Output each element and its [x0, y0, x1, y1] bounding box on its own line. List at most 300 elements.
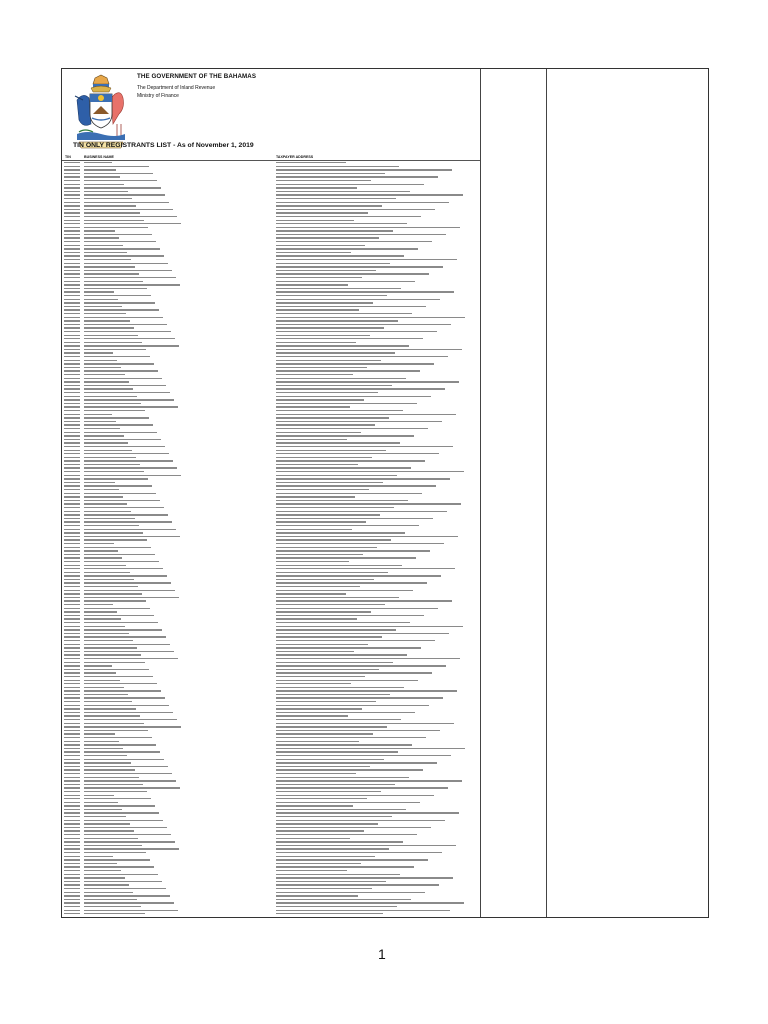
ministry-name: Ministry of Finance	[137, 93, 179, 99]
business-name-cell	[84, 561, 159, 562]
taxpayer-address-cell	[276, 421, 442, 422]
taxpayer-address-cell	[276, 370, 420, 371]
taxpayer-address-cell	[276, 349, 462, 350]
taxpayer-address-cell	[276, 590, 413, 591]
business-name-cell	[84, 539, 147, 540]
taxpayer-address-cell	[276, 309, 359, 310]
tin-cell	[64, 877, 80, 878]
business-name-cell	[84, 252, 127, 253]
tin-cell	[64, 723, 80, 724]
tin-cell	[64, 374, 80, 375]
taxpayer-address-cell	[276, 270, 376, 271]
tin-cell	[64, 320, 80, 321]
business-name-cell	[84, 572, 130, 573]
tin-cell	[64, 863, 80, 864]
taxpayer-address-cell	[276, 277, 362, 278]
business-name-cell	[84, 388, 133, 389]
taxpayer-address-cell	[276, 604, 385, 605]
business-name-cell	[84, 493, 156, 494]
taxpayer-address-cell	[276, 676, 365, 677]
taxpayer-address-cell	[276, 636, 382, 637]
business-name-cell	[84, 687, 124, 688]
taxpayer-address-cell	[276, 374, 353, 375]
tin-cell	[64, 295, 80, 296]
business-name-cell	[84, 281, 143, 282]
taxpayer-address-cell	[276, 769, 423, 770]
business-name-cell	[84, 859, 150, 860]
business-name-cell	[84, 309, 159, 310]
tin-cell	[64, 751, 80, 752]
tin-cell	[64, 680, 80, 681]
business-name-cell	[84, 360, 117, 361]
taxpayer-address-cell	[276, 741, 359, 742]
department-name: The Department of Inland Revenue	[137, 85, 216, 91]
taxpayer-address-cell	[276, 414, 456, 415]
business-name-cell	[84, 913, 145, 914]
tin-cell	[64, 586, 80, 587]
tin-cell	[64, 611, 80, 612]
taxpayer-address-cell	[276, 802, 420, 803]
taxpayer-address-cell	[276, 615, 424, 616]
business-name-cell	[84, 457, 136, 458]
taxpayer-address-cell	[276, 187, 357, 188]
tin-cell	[64, 424, 80, 425]
business-name-cell	[84, 259, 131, 260]
business-name-cell	[84, 769, 135, 770]
tin-cell	[64, 812, 80, 813]
business-name-cell	[84, 827, 167, 828]
tin-cell	[64, 202, 80, 203]
tin-cell	[64, 651, 80, 652]
tin-cell	[64, 550, 80, 551]
business-name-cell	[84, 489, 119, 490]
business-name-cell	[84, 902, 174, 903]
taxpayer-address-cell	[276, 845, 456, 846]
tin-cell	[64, 773, 80, 774]
tin-cell	[64, 338, 80, 339]
taxpayer-address-cell	[276, 852, 442, 853]
taxpayer-address-cell	[276, 751, 398, 752]
tin-cell	[64, 795, 80, 796]
business-name-cell	[84, 888, 166, 889]
taxpayer-address-cell	[276, 180, 371, 181]
taxpayer-address-cell	[276, 870, 347, 871]
business-name-cell	[84, 690, 161, 691]
taxpayer-address-cell	[276, 234, 446, 235]
tin-cell	[64, 618, 80, 619]
business-name-cell	[84, 428, 120, 429]
business-name-cell	[84, 683, 157, 684]
business-name-cell	[84, 532, 143, 533]
taxpayer-address-cell	[276, 248, 418, 249]
business-name-cell	[84, 557, 122, 558]
taxpayer-address-cell	[276, 209, 435, 210]
taxpayer-address-cell	[276, 450, 386, 451]
taxpayer-address-cell	[276, 812, 459, 813]
tin-cell	[64, 719, 80, 720]
business-name-cell	[84, 830, 134, 831]
taxpayer-address-cell	[276, 723, 454, 724]
business-name-cell	[84, 521, 172, 522]
business-name-cell	[84, 485, 152, 486]
business-name-cell	[84, 759, 164, 760]
business-name-cell	[84, 324, 167, 325]
tin-cell	[64, 309, 80, 310]
tin-cell	[64, 705, 80, 706]
business-name-cell	[84, 701, 132, 702]
taxpayer-address-cell	[276, 230, 393, 231]
business-name-cell	[84, 629, 162, 630]
taxpayer-address-cell	[276, 884, 439, 885]
business-name-cell	[84, 500, 160, 501]
business-name-cell	[84, 205, 136, 206]
business-name-cell	[84, 352, 113, 353]
tin-cell	[64, 245, 80, 246]
tin-cell	[64, 485, 80, 486]
tin-cell	[64, 259, 80, 260]
tin-cell	[64, 715, 80, 716]
business-name-cell	[84, 291, 114, 292]
business-name-cell	[84, 608, 150, 609]
taxpayer-address-cell	[276, 683, 351, 684]
taxpayer-address-cell	[276, 654, 407, 655]
tin-cell	[64, 205, 80, 206]
tin-cell	[64, 241, 80, 242]
tin-cell	[64, 787, 80, 788]
tin-cell	[64, 525, 80, 526]
tin-cell	[64, 701, 80, 702]
column-divider	[480, 69, 481, 917]
column-header-taxpayer-address: TAXPAYER ADDRESS	[276, 155, 314, 159]
tin-cell	[64, 697, 80, 698]
tin-cell	[64, 367, 80, 368]
business-name-cell	[84, 180, 157, 181]
business-name-cell	[84, 403, 141, 404]
tin-cell	[64, 396, 80, 397]
tin-cell	[64, 895, 80, 896]
taxpayer-address-cell	[276, 694, 390, 695]
taxpayer-address-cell	[276, 500, 408, 501]
business-name-cell	[84, 705, 169, 706]
taxpayer-address-cell	[276, 805, 353, 806]
taxpayer-address-cell	[276, 331, 437, 332]
tin-cell	[64, 381, 80, 382]
taxpayer-address-cell	[276, 220, 354, 221]
business-name-cell	[84, 529, 176, 530]
business-name-cell	[84, 568, 163, 569]
taxpayer-address-cell	[276, 245, 365, 246]
taxpayer-address-cell	[276, 902, 464, 903]
business-name-cell	[84, 802, 118, 803]
taxpayer-address-cell	[276, 338, 423, 339]
business-name-cell	[84, 306, 122, 307]
taxpayer-address-cell	[276, 514, 380, 515]
business-name-cell	[84, 442, 128, 443]
taxpayer-address-cell	[276, 388, 445, 389]
business-name-cell	[84, 363, 154, 364]
tin-cell	[64, 834, 80, 835]
taxpayer-address-cell	[276, 877, 453, 878]
business-name-cell	[84, 615, 154, 616]
business-name-cell	[84, 421, 116, 422]
taxpayer-address-cell	[276, 672, 432, 673]
tin-cell	[64, 493, 80, 494]
tin-cell	[64, 881, 80, 882]
taxpayer-address-cell	[276, 525, 419, 526]
taxpayer-address-cell	[276, 471, 464, 472]
taxpayer-address-cell	[276, 482, 383, 483]
business-name-cell	[84, 805, 155, 806]
taxpayer-address-cell	[276, 597, 399, 598]
taxpayer-address-cell	[276, 687, 404, 688]
taxpayer-address-cell	[276, 561, 349, 562]
business-name-cell	[84, 874, 158, 875]
business-name-cell	[84, 514, 168, 515]
business-name-cell	[84, 582, 171, 583]
taxpayer-address-cell	[276, 755, 451, 756]
tin-cell	[64, 557, 80, 558]
business-name-cell	[84, 410, 145, 411]
business-name-cell	[84, 694, 128, 695]
business-name-cell	[84, 392, 170, 393]
tin-cell	[64, 378, 80, 379]
column-divider	[546, 69, 547, 917]
business-name-cell	[84, 313, 126, 314]
taxpayer-address-cell	[276, 608, 438, 609]
taxpayer-address-cell	[276, 352, 395, 353]
tin-cell	[64, 162, 80, 163]
business-name-cell	[84, 302, 155, 303]
tin-cell	[64, 252, 80, 253]
business-name-cell	[84, 579, 134, 580]
business-name-cell	[84, 453, 169, 454]
taxpayer-address-cell	[276, 367, 367, 368]
business-name-cell	[84, 856, 113, 857]
business-name-cell	[84, 906, 141, 907]
business-name-cell	[84, 737, 152, 738]
taxpayer-address-cell	[276, 866, 414, 867]
taxpayer-address-cell	[276, 820, 445, 821]
tin-cell	[64, 802, 80, 803]
tin-cell	[64, 342, 80, 343]
taxpayer-address-cell	[276, 493, 422, 494]
taxpayer-address-cell	[276, 816, 392, 817]
business-name-cell	[84, 823, 130, 824]
business-name-cell	[84, 173, 153, 174]
business-name-cell	[84, 715, 140, 716]
business-name-cell	[84, 227, 148, 228]
business-name-cell	[84, 662, 145, 663]
taxpayer-address-cell	[276, 428, 428, 429]
taxpayer-address-cell	[276, 823, 378, 824]
taxpayer-address-cell	[276, 715, 348, 716]
tin-cell	[64, 600, 80, 601]
business-name-cell	[84, 536, 180, 537]
business-name-cell	[84, 331, 171, 332]
tin-cell	[64, 313, 80, 314]
tin-cell	[64, 608, 80, 609]
tin-cell	[64, 669, 80, 670]
tin-cell	[64, 184, 80, 185]
taxpayer-address-cell	[276, 439, 347, 440]
tin-cell	[64, 288, 80, 289]
business-name-cell	[84, 780, 176, 781]
taxpayer-address-cell	[276, 194, 463, 195]
business-name-cell	[84, 263, 168, 264]
business-name-cell	[84, 795, 114, 796]
taxpayer-address-cell	[276, 507, 394, 508]
taxpayer-address-cell	[276, 176, 438, 177]
taxpayer-address-cell	[276, 464, 358, 465]
tin-cell	[64, 888, 80, 889]
taxpayer-address-cell	[276, 906, 397, 907]
tin-cell	[64, 640, 80, 641]
business-name-cell	[84, 550, 118, 551]
business-name-cell	[84, 676, 153, 677]
business-name-cell	[84, 478, 148, 479]
business-name-cell	[84, 220, 144, 221]
taxpayer-address-cell	[276, 611, 371, 612]
taxpayer-address-cell	[276, 202, 449, 203]
tin-cell	[64, 741, 80, 742]
taxpayer-address-cell	[276, 381, 459, 382]
tin-cell	[64, 284, 80, 285]
business-name-cell	[84, 730, 148, 731]
business-name-cell	[84, 518, 135, 519]
tin-cell	[64, 870, 80, 871]
taxpayer-address-cell	[276, 798, 367, 799]
business-name-cell	[84, 464, 140, 465]
taxpayer-address-cell	[276, 748, 465, 749]
taxpayer-address-cell	[276, 550, 430, 551]
taxpayer-address-cell	[276, 629, 396, 630]
business-name-cell	[84, 651, 174, 652]
business-name-cell	[84, 590, 175, 591]
taxpayer-address-cell	[276, 565, 402, 566]
tin-cell	[64, 511, 80, 512]
page-number: 1	[378, 946, 386, 962]
column-header-tin: TIN	[65, 155, 71, 159]
taxpayer-address-cell	[276, 626, 463, 627]
tin-cell	[64, 266, 80, 267]
taxpayer-address-cell	[276, 662, 393, 663]
taxpayer-address-cell	[276, 554, 363, 555]
tin-cell	[64, 392, 80, 393]
tin-cell	[64, 809, 80, 810]
business-name-cell	[84, 349, 146, 350]
taxpayer-address-cell	[276, 572, 388, 573]
taxpayer-address-cell	[276, 212, 368, 213]
tin-cell	[64, 467, 80, 468]
tin-cell	[64, 450, 80, 451]
business-name-cell	[84, 496, 123, 497]
taxpayer-address-cell	[276, 593, 346, 594]
business-name-cell	[84, 881, 162, 882]
taxpayer-address-cell	[276, 737, 426, 738]
taxpayer-address-cell	[276, 899, 411, 900]
tin-cell	[64, 856, 80, 857]
tin-cell	[64, 733, 80, 734]
taxpayer-address-cell	[276, 485, 436, 486]
taxpayer-address-cell	[276, 913, 383, 914]
taxpayer-address-cell	[276, 356, 448, 357]
business-name-cell	[84, 726, 181, 727]
business-name-cell	[84, 435, 124, 436]
tin-cell	[64, 780, 80, 781]
tin-cell	[64, 892, 80, 893]
business-name-cell	[84, 187, 161, 188]
taxpayer-address-cell	[276, 622, 410, 623]
tin-cell	[64, 845, 80, 846]
tin-cell	[64, 442, 80, 443]
taxpayer-address-cell	[276, 600, 452, 601]
business-name-cell	[84, 723, 144, 724]
tin-cell	[64, 874, 80, 875]
tin-cell	[64, 579, 80, 580]
taxpayer-address-cell	[276, 345, 409, 346]
taxpayer-address-cell	[276, 288, 401, 289]
taxpayer-address-cell	[276, 658, 460, 659]
tin-cell	[64, 913, 80, 914]
tin-cell	[64, 518, 80, 519]
business-name-cell	[84, 475, 181, 476]
taxpayer-address-cell	[276, 708, 362, 709]
tin-cell	[64, 500, 80, 501]
business-name-cell	[84, 812, 159, 813]
tin-cell	[64, 554, 80, 555]
business-name-cell	[84, 255, 164, 256]
tin-cell	[64, 176, 80, 177]
business-name-cell	[84, 593, 142, 594]
taxpayer-address-cell	[276, 191, 410, 192]
taxpayer-address-cell	[276, 557, 416, 558]
business-name-cell	[84, 741, 119, 742]
tin-cell	[64, 593, 80, 594]
taxpayer-address-cell	[276, 227, 460, 228]
taxpayer-address-cell	[276, 834, 417, 835]
business-name-cell	[84, 640, 133, 641]
business-name-cell	[84, 270, 172, 271]
tin-cell	[64, 385, 80, 386]
taxpayer-address-cell	[276, 726, 387, 727]
tin-cell	[64, 816, 80, 817]
business-name-cell	[84, 766, 168, 767]
taxpayer-address-cell	[276, 773, 356, 774]
tin-cell	[64, 565, 80, 566]
business-name-cell	[84, 446, 165, 447]
tin-cell	[64, 902, 80, 903]
tin-cell	[64, 417, 80, 418]
business-name-cell	[84, 245, 123, 246]
tin-cell	[64, 349, 80, 350]
taxpayer-address-cell	[276, 777, 409, 778]
tin-cell	[64, 270, 80, 271]
tin-cell	[64, 910, 80, 911]
taxpayer-address-cell	[276, 259, 457, 260]
tin-cell	[64, 708, 80, 709]
business-name-cell	[84, 543, 114, 544]
tin-cell	[64, 273, 80, 274]
tin-cell	[64, 478, 80, 479]
tin-cell	[64, 726, 80, 727]
business-name-cell	[84, 230, 115, 231]
business-name-cell	[84, 622, 158, 623]
tin-cell	[64, 503, 80, 504]
taxpayer-address-cell	[276, 432, 361, 433]
tin-cell	[64, 730, 80, 731]
taxpayer-address-cell	[276, 780, 462, 781]
tin-cell	[64, 234, 80, 235]
